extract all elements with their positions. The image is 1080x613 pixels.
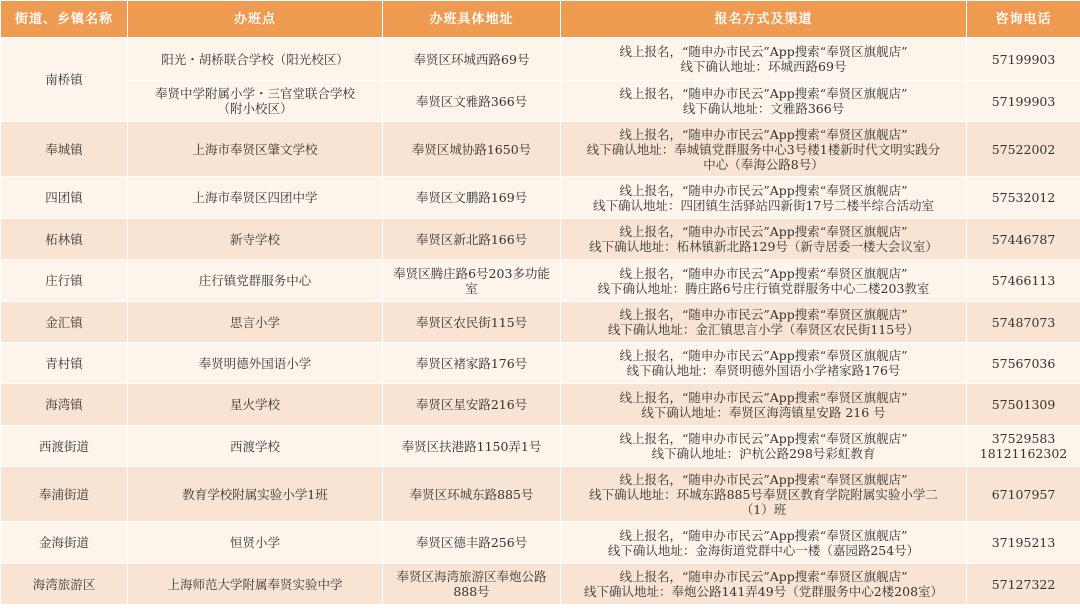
cell-address-line: 奉贤区扶港路1150弄1号 [401, 438, 542, 454]
cell-signup-line: 线上报名，“随申办市民云”App搜索“奉贤区旗舰店” [619, 44, 908, 59]
cell-signup-line: 线上报名，“随申办市民云”App搜索“奉贤区旗舰店” [619, 182, 908, 198]
cell-signup [561, 260, 967, 302]
cell-site [128, 38, 383, 81]
cell-site [128, 426, 383, 467]
table-row [1, 122, 1080, 177]
cell-address-line: 奉贤区农民街115号 [415, 314, 528, 330]
cell-town: 庄行镇 [1, 260, 128, 302]
cell-site [128, 177, 383, 219]
cell-phone-line: 57446787 [991, 231, 1056, 247]
cell-address [383, 38, 561, 81]
cell-site [128, 122, 383, 177]
cell-phone [967, 260, 1080, 302]
table-row [1, 219, 1080, 260]
table-row [1, 467, 1080, 522]
cell-site-line: 新寺学校 [229, 231, 280, 247]
header-phone: 咨询电话 [967, 1, 1080, 38]
cell-town: 奉浦街道 [1, 467, 128, 522]
cell-signup [561, 38, 967, 81]
cell-phone-line: 57567036 [991, 355, 1056, 371]
table-row [1, 564, 1080, 605]
cell-phone-line: 57199903 [991, 51, 1056, 67]
cell-phone-line: 37195213 [991, 535, 1056, 550]
cell-signup-line: 线上报名，“随申办市民云”App搜索“奉贤区旗舰店” [619, 389, 908, 405]
cell-address [383, 219, 561, 260]
cell-site-line: 庄行镇党群服务中心 [198, 273, 312, 288]
cell-site-line: 思言小学 [229, 314, 280, 330]
cell-town: 海湾旅游区 [1, 564, 128, 605]
cell-signup [561, 467, 967, 522]
cell-address-line: 奉贤区褚家路176号 [415, 355, 528, 371]
table-body [1, 38, 1080, 605]
cell-address [383, 177, 561, 219]
cell-address [383, 122, 561, 177]
cell-site [128, 219, 383, 260]
cell-phone-line: 37529583 [991, 431, 1056, 446]
cell-address-line: 奉贤区腾庄路6号203多功能 [393, 265, 550, 281]
cell-site-line: 西渡学校 [229, 438, 280, 454]
cell-phone [967, 564, 1080, 605]
cell-phone [967, 343, 1080, 384]
cell-phone-line: 57466113 [991, 273, 1056, 288]
cell-signup-line: 线下确认地址：奉贤区海湾镇星安路 216 号 [641, 404, 886, 420]
cell-phone-line: 57127322 [991, 576, 1056, 592]
cell-address [383, 426, 561, 467]
cell-site [128, 302, 383, 343]
cell-signup-line: 线下确认地址：奉炮公路141弄49号（党群服务中心2楼208室） [583, 584, 944, 599]
cell-town: 奉城镇 [1, 122, 128, 177]
cell-signup-line: 线上报名，“随申办市民云”App搜索“奉贤区旗舰店” [619, 307, 908, 322]
cell-site-line: 奉贤中学附属小学・三官堂联合学校 [154, 86, 355, 101]
cell-site [128, 260, 383, 302]
cell-address-line: 室 [465, 280, 478, 296]
cell-site [128, 522, 383, 564]
cell-signup-line: 线上报名，“随申办市民云”App搜索“奉贤区旗舰店” [619, 86, 908, 101]
cell-signup-line: 线上报名，“随申办市民云”App搜索“奉贤区旗舰店” [619, 569, 908, 584]
table-header-row [1, 1, 1080, 38]
table-row [1, 302, 1080, 343]
cell-site [128, 564, 383, 605]
header-signup: 报名方式及渠道 [561, 1, 967, 38]
cell-signup-line: 线下确认地址：四团镇生活驿站四新街17号二楼半综合活动室 [593, 197, 934, 213]
cell-phone [967, 219, 1080, 260]
cell-phone-line: 57532012 [991, 190, 1056, 205]
table-row [1, 343, 1080, 384]
cell-signup-line: 线下确认地址：环城东路885号奉贤区教育学院附属实验小学二 [589, 486, 938, 502]
cell-address [383, 302, 561, 343]
cell-address-line: 奉贤区环城东路885号 [409, 486, 534, 502]
cell-town: 青村镇 [1, 343, 128, 384]
cell-signup-line: 线下确认地址：沪杭公路298号彩虹教育 [651, 446, 876, 461]
header-town: 街道、乡镇名称 [1, 1, 128, 38]
table-row [1, 177, 1080, 219]
cell-address [383, 384, 561, 426]
cell-address-line: 奉贤区星安路216号 [415, 397, 528, 412]
cell-signup-line: 线上报名，“随申办市民云”App搜索“奉贤区旗舰店” [619, 527, 908, 543]
cell-phone [967, 384, 1080, 426]
cell-signup-line: 线下确认地址：奉城镇党群服务中心3号楼1楼新时代文明实践分 [586, 141, 941, 157]
cell-signup [561, 426, 967, 467]
cell-site [128, 343, 383, 384]
cell-phone-line: 57501309 [991, 397, 1056, 412]
cell-phone [967, 38, 1080, 81]
cell-signup-line: 线下确认地址：腾庄路6号庄行镇党群服务中心二楼203教室 [597, 280, 930, 296]
cell-address-line: 奉贤区环城西路69号 [413, 51, 530, 67]
header-address: 办班具体地址 [383, 1, 561, 38]
cell-signup-line: 线下确认地址：金海街道党群中心一楼（嘉园路254号） [607, 542, 920, 558]
cell-phone [967, 302, 1080, 343]
cell-town: 海湾镇 [1, 384, 128, 426]
cell-site-line: 上海市奉贤区四团中学 [192, 190, 318, 205]
table-row [1, 384, 1080, 426]
cell-address [383, 522, 561, 564]
cell-site-line: 恒贤小学 [229, 535, 280, 550]
table-row [1, 522, 1080, 564]
cell-town: 金海街道 [1, 522, 128, 564]
cell-address-line: 奉贤区海湾旅游区奉炮公路 [396, 569, 547, 584]
cell-site [128, 81, 383, 122]
cell-signup-line: 线下确认地址：柘林镇新北路129号（新寺居委一楼大会议室） [589, 239, 938, 254]
cell-town: 金汇镇 [1, 302, 128, 343]
cell-address-line: 奉贤区城协路1650号 [411, 141, 532, 157]
cell-address [383, 564, 561, 605]
cell-signup-line: （1）班 [740, 501, 787, 517]
cell-address [383, 81, 561, 122]
cell-phone [967, 467, 1080, 522]
cell-signup-line: 中心（奉海公路8号） [703, 156, 824, 172]
cell-signup-line: 线上报名，“随申办市民云”App搜索“奉贤区旗舰店” [619, 471, 908, 487]
cell-site-line: 教育学校附属实验小学1班 [182, 486, 328, 502]
cell-site-line: 奉贤明德外国语小学 [198, 355, 312, 371]
cell-signup [561, 302, 967, 343]
cell-signup [561, 564, 967, 605]
cell-signup-line: 线上报名，“随申办市民云”App搜索“奉贤区旗舰店” [619, 224, 908, 239]
table-row [1, 260, 1080, 302]
cell-site-line: （附小校区） [217, 101, 293, 116]
cell-signup-line: 线下确认地址：环城西路69号 [680, 59, 847, 74]
cell-address-line: 奉贤区新北路166号 [415, 231, 528, 247]
cell-signup [561, 343, 967, 384]
header-site: 办班点 [128, 1, 383, 38]
cell-signup-line: 线上报名，“随申办市民云”App搜索“奉贤区旗舰店” [619, 431, 908, 446]
cell-address [383, 467, 561, 522]
cell-site-line: 上海师范大学附属奉贤实验中学 [167, 576, 343, 592]
cell-town: 柘林镇 [1, 219, 128, 260]
cell-signup-line: 线下确认地址：金汇镇思言小学（奉贤区农民街115号） [607, 322, 920, 337]
cell-phone-line: 57199903 [991, 93, 1056, 109]
cell-phone-line: 67107957 [991, 486, 1056, 502]
cell-phone [967, 177, 1080, 219]
cell-site [128, 384, 383, 426]
table-row [1, 38, 1080, 81]
cell-address [383, 343, 561, 384]
cell-site-line: 阳光・胡桥联合学校（阳光校区） [161, 51, 349, 67]
cell-phone [967, 426, 1080, 467]
cell-signup [561, 522, 967, 564]
cell-signup-line: 线上报名，“随申办市民云”App搜索“奉贤区旗舰店” [619, 265, 908, 281]
cell-signup-line: 线下确认地址：文雅路366号 [682, 101, 845, 116]
cell-signup [561, 81, 967, 122]
cell-address [383, 260, 561, 302]
cell-signup-line: 线下确认地址：奉贤明德外国语小学褚家路176号 [626, 363, 901, 378]
cell-town: 四团镇 [1, 177, 128, 219]
cell-signup [561, 219, 967, 260]
cell-signup [561, 384, 967, 426]
cell-site-line: 星火学校 [229, 397, 280, 412]
cell-town: 西渡街道 [1, 426, 128, 467]
cell-phone-line: 57522002 [991, 141, 1056, 157]
cell-address-line: 奉贤区德丰路256号 [415, 535, 528, 550]
cell-address-line: 888号 [453, 584, 490, 599]
cell-signup-line: 线上报名，“随申办市民云”App搜索“奉贤区旗舰店” [619, 348, 908, 363]
cell-site-line: 上海市奉贤区肇文学校 [192, 141, 318, 157]
cell-address-line: 奉贤区文鹏路169号 [415, 190, 528, 205]
cell-phone-line: 18121162302 [979, 446, 1068, 461]
cell-signup-line: 线上报名，“随申办市民云”App搜索“奉贤区旗舰店” [619, 126, 908, 142]
cell-site [128, 467, 383, 522]
cell-phone-line: 57487073 [991, 314, 1056, 330]
cell-phone [967, 122, 1080, 177]
table-row [1, 426, 1080, 467]
cell-address-line: 奉贤区文雅路366号 [415, 93, 528, 109]
cell-phone [967, 81, 1080, 122]
cell-signup [561, 177, 967, 219]
table-row [1, 81, 1080, 122]
cell-phone [967, 522, 1080, 564]
cell-signup [561, 122, 967, 177]
cell-town: 南桥镇 [1, 38, 128, 122]
